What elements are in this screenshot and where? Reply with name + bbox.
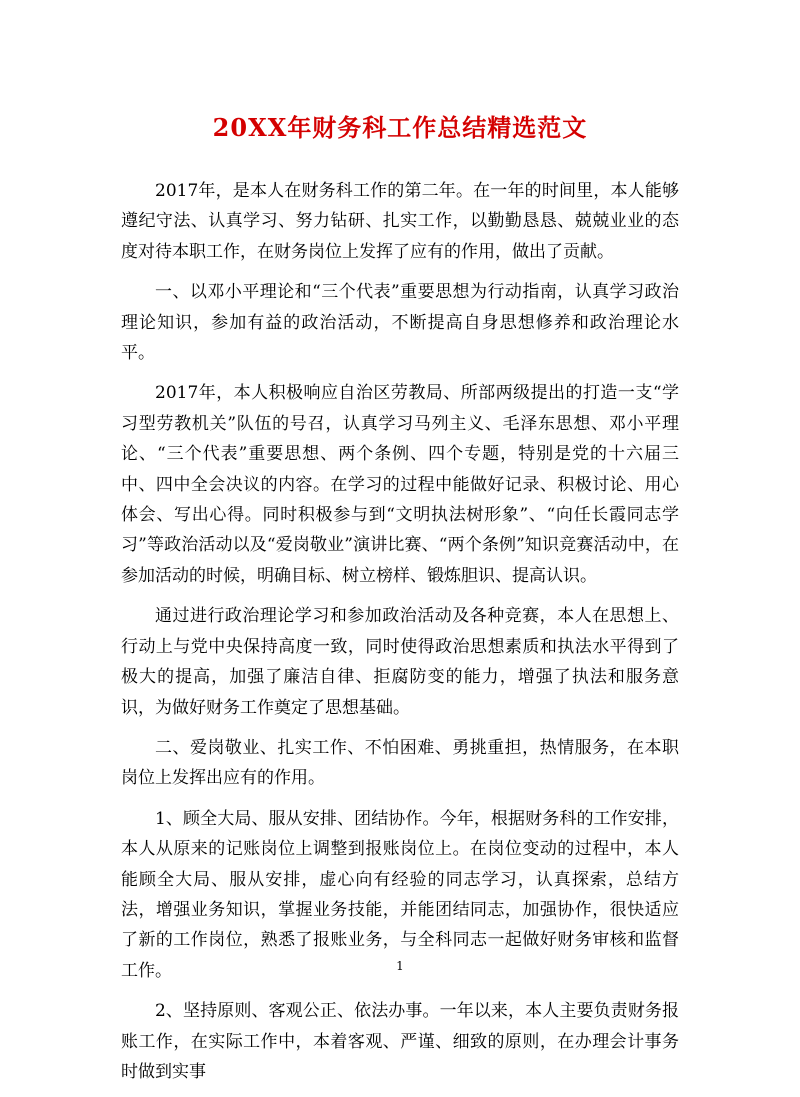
paragraph-section-two-heading: 二、爱岗敬业、扎实工作、不怕困难、勇挑重担，热情服务，在本职岗位上发挥出应有的作用。 [121,737,679,789]
paragraph-study-activities: 2017年，本人积极响应自治区劳教局、所部两级提出的打造一支“学习型劳教机关”队伍的号召，认真学习马列主义、毛泽东思想、邓小平理论、“三个代表”重要思想、两个条例、四个专题，特别是党的十六届三中、四中全会决议的内容。在学习的过程中能做好记录、积极讨论、用心体会、写出心得。同时积极参与到“文明执法树形象”、“向任长霞同志学习”等政治活动以及“爱岗敬业”演讲比赛、“两个条例”知识竞赛活动中，在参加活动的时候，明确目标、树立榜样、锻炼胆识、提高认识。 [121,383,679,586]
page-number: 1 [396,959,404,973]
paragraph-item-one: 1、顾全大局、服从安排、团结协作。今年，根据财务科的工作安排，本人从原来的记账岗位上调整到报账岗位上。在岗位变动的过程中，本人能顾全大局、服从安排，虚心向有经验的同志学习，认真探索，总结方法，增强业务知识，掌握业务技能，并能团结同志，加强协作，很快适应了新的工作岗位，熟悉了报账业务，与全科同志一起做好财务审核和监督工作。 [121,808,679,981]
paragraph-study-results: 通过进行政治理论学习和参加政治活动及各种竞赛，本人在思想上、行动上与党中央保持高度一致，同时使得政治思想素质和执法水平得到了极大的提高，加强了廉洁自律、拒腐防变的能力，增强了执法和服务意识，为做好财务工作奠定了思想基础。 [121,606,679,718]
document-title: 20XX年财务科工作总结精选范文 [212,113,588,142]
paragraph-intro: 2017年，是本人在财务科工作的第二年。在一年的时间里，本人能够遵纪守法、认真学习、努力钻研、扎实工作，以勤勤恳恳、兢兢业业的态度对待本职工作，在财务岗位上发挥了应有的作用，做出了贡献。 [121,181,679,262]
paragraph-item-two: 2、坚持原则、客观公正、依法办事。一年以来，本人主要负责财务报账工作，在实际工作中，本着客观、严谨、细致的原则，在办理会计事务时做到实事 [121,1001,679,1082]
paragraph-section-one-heading: 一、以邓小平理论和“三个代表”重要思想为行动指南，认真学习政治理论知识，参加有益的政治活动，不断提高自身思想修养和政治理论水平。 [121,282,679,364]
